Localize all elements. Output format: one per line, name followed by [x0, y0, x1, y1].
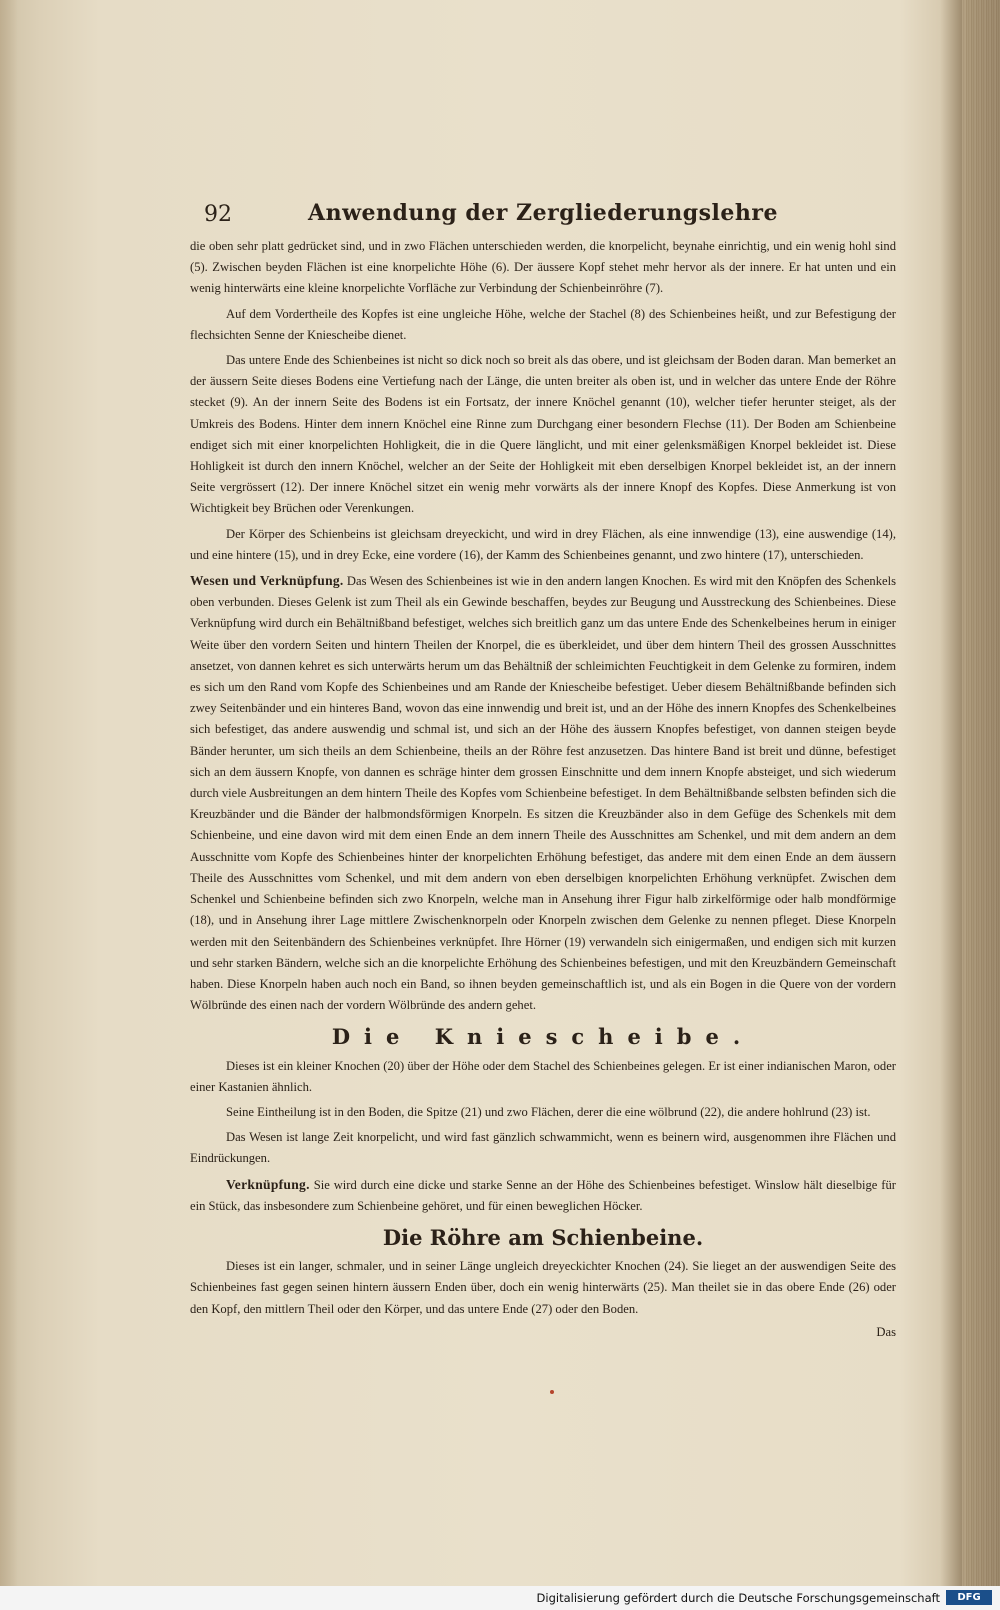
paragraph: Das untere Ende des Schienbeines ist nicht so dick noch so breit als das obere, und ist gleichsam der Boden daran. Man bemerket an der äussern Seite dieses Bodens eine Vertiefung nach der Länge, die unten breiter als oben ist, und in welcher das untere Ende der Röhre stecket (9). An der innern Seite des Bodens ist ein Fortsatz, der innere Knöchel genannt (10), welcher tiefer herunter steiget, als der Umkreis des Bodens. Hinter dem innern Knöchel eine Rinne zum Durchgang einer besondern Flechse (11). Der Boden am Schienbeine endiget sich mit einer knorpelichten Hohligkeit, die in die Quere länglicht, und mit einer gelenksmäßigen Knorpel bekleidet ist. Diese Hohligkeit ist durch den innern Knöchel, welcher an der Seite der Hohligkeit mit eben derselbigen Knorpel bekleidet ist, an der innern Seite vergrössert (12). Der innere Knöchel sitzet ein wenig mehr vorwärts als der innere Knopf des Kopfes. Diese Anmerkung ist von Wichtigkeit bey Brüchen oder Verenkungen. — [190, 353, 896, 516]
paragraph: Dieses ist ein langer, schmaler, und in seiner Länge ungleich dreyeckichter Knochen (24). Sie lieget an der auswendigen Seite des Schienbeines fast gegen seinen hintern äussern Enden über, doch ein wenig hinterwärts (25). Man theilet sie in das obere Ende (26) oder den Kopf, den mittlern Theil oder den Körper, und das untere Ende (27) oder den Boden. — [190, 1259, 896, 1316]
page-left-edge — [0, 0, 18, 1586]
body-text — [190, 236, 896, 1343]
section-heading-roehre: Die Röhre am Schienbeine. — [382, 1224, 704, 1250]
page-content — [190, 196, 896, 1343]
page-header — [190, 196, 896, 236]
paragraph: Auf dem Vordertheile des Kopfes ist eine ungleiche Höhe, welche der Stachel (8) des Schienbeines heißt, und zur Befestigung der flechsichten Senne der Kniescheibe dienet. — [190, 306, 896, 342]
running-title: Anwendung der Zergliederungslehre — [308, 200, 778, 226]
paragraph-lead: Wesen und Verknüpfung. — [190, 573, 344, 589]
footer-bar — [0, 1586, 1000, 1610]
paragraph: die oben sehr platt gedrücket sind, und in zwo Flächen unterschieden werden, die knorpelicht, beynahe einrichtig, und ein wenig hohl sind (5). Zwischen beyden Flächen ist eine knorpelichte Höhe (6). Der äussere Kopf stehet mehr hervor als der innere. Er hat unten und ein wenig hinterwärts eine kleine knorpelichte Vorfläche zur Verbindung der Schienbeinröhre (7). — [190, 239, 896, 296]
paragraph-wesen — [190, 570, 896, 1016]
paragraph-lead: Verknüpfung. — [226, 1176, 310, 1192]
paragraph-text: Sie wird durch eine dicke und starke Senne an der Höhe des Schienbeines befestiget. Winslow hält dieselbige für ein Stück, das insbesondere zum Schienbeine gehöret, und für einen beweglichen Höcker. — [190, 1177, 896, 1213]
paragraph: Das Wesen ist lange Zeit knorpelicht, und wird fast gänzlich schwammicht, wenn es beinern wird, ausgenommen ihre Flächen und Eindrückungen. — [190, 1130, 896, 1166]
paragraph: Der Körper des Schienbeins ist gleichsam dreyeckicht, und wird in drey Flächen, als eine innwendige (13), eine auswendige (14), und eine hintere (15), und in drey Ecke, eine vordere (16), der Kamm des Schienbeines genannt, und zwo hintere (17), unterschieden. — [190, 526, 896, 562]
ink-mark — [550, 1390, 554, 1394]
funding-notice: Digitalisierung gefördert durch die Deutsche Forschungsgemeinschaft — [536, 1591, 940, 1605]
book-fore-edge — [962, 0, 1000, 1586]
paragraph-verknuepfung — [190, 1174, 896, 1217]
paragraph: Seine Eintheilung ist in den Boden, die Spitze (21) und zwo Flächen, derer die eine wölbrund (22), die andere hohlrund (23) ist. — [226, 1104, 871, 1119]
page-number: 92 — [204, 202, 232, 227]
paragraph-text: Das Wesen des Schienbeines ist wie in den andern langen Knochen. Es wird mit den Knöpfen des Schenkels oben verbunden. Dieses Gelenk ist zum Theil als ein Gewinde beschaffen, beydes zur Beugung und Ausstreckung des Schienbeines. Diese Verknüpfung wird durch ein Behältnißband befestiget, welches sich breitlich ganz um das untere Ende des Schenkelbeines herum in einiger Weite über den vordern Seiten und hintern Theilen der Knorpel, die es überkleidet, und über dem hintern Theil des grossen Ausschnittes ansetzet, von dannen kehret es sich unterwärts herum um das Behältniß der schleimichten Feuchtigkeit in dem Gelenke zu formiren, indem es sich um den Rand vom Kopfe des Schienbeines und am Rande der Kniescheibe befestiget. Ueber diesem Behältnißbande befinden sich zwey Seitenbänder und ein hinteres Band, wovon das eine innwendig und breit ist, und an der Höhe des innern Knopfes des Schenkelbeines sich befestiget, das andere auswendig und schmal ist, und sich an der Höhe des äussern Knopfes befestiget, von dannen steigen beyde Bänder herunter, um sich theils an dem Schienbeine, theils an der Röhre fest anzusetzen. Das hintere Band ist breit und dünne, befestiget sich an dem äussern Knopfe, von dannen es schräge hinter dem grossen Einschnitte und dem innern Knopfe absteiget, und sich wiederum durch viele Ausbreitungen an dem hintern Theile des Kopfes vom Schienbeine befestiget. In dem Behältnißbande selbsten befinden sich die Kreuzbänder und die Bänder der halbmondsförmigen Knorpeln. Es sitzen die Kreuzbänder also in dem Gefüge des Schenkels mit dem Schienbeine, und eine davon wird mit dem einen Ende an dem innern Theile des Ausschnittes am Schenkel, und mit dem andern an dem Ausschnitte vom Kopfe des Schienbeines hinter der knorpelichten Erhöhung befestiget, das andere mit dem einen Ende an dem äussern Theile des Ausschnittes vom Schenkel, und mit dem andern von eben derselbigen knorpelichten Erhöhung verknüpfet. Zwischen dem Schenkel und Schienbeine befinden sich zwo Knorpeln, welche man in Ansehung ihrer Figur halb zirkelförmige oder halb mondförmige (18), und in Ansehung ihrer Lage mittlere Zwischenknorpeln oder Knorpeln zwischen dem Gelenke zu nennen pfleget. Diese Knorpeln werden mit den Seitenbändern des Schienbeines verknüpfet. Ihre Hörner (19) verwandeln sich einigermaßen, und endigen sich mit kurzen und sehr starken Bändern, welche sich an die knorpelichte Erhöhung des Schienbeines befestigen, und mit den Kreuzbändern Gemeinschaft haben. Diese Knorpeln haben auch noch ein Band, so ihnen beyden gemeinschaftlich ist, und als ein Bogen in die Quere von der vordern Wölbründe des einen nach der vordern Wölbründe des andern gehet. — [190, 574, 897, 1013]
paragraph: Dieses ist ein kleiner Knochen (20) über der Höhe oder dem Stachel des Schienbeines gelegen. Er ist einer indianischen Maron, oder einer Kastanien ähnlich. — [190, 1058, 896, 1094]
section-heading-kniescheibe: Die Kniescheibe. — [331, 1024, 755, 1050]
dfg-logo: DFG — [946, 1590, 992, 1605]
catchword: Das — [876, 1324, 896, 1339]
